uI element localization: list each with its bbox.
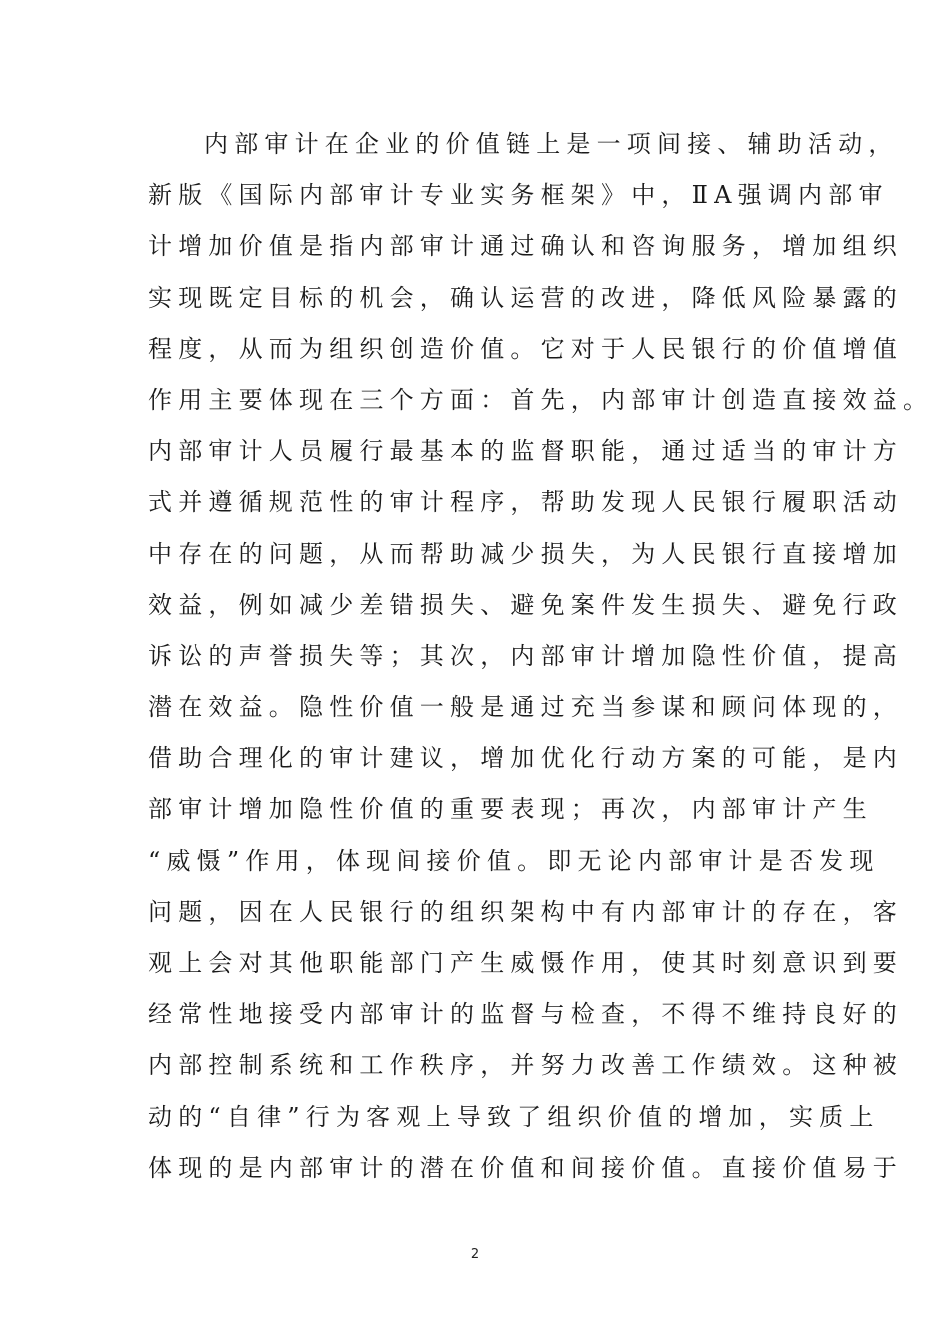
body-paragraph — [148, 119, 934, 1194]
paragraph-line: 计增加价值是指内部审计通过确认和咨询服务，增加组织 — [148, 232, 903, 261]
paragraph-line: 观上会对其他职能部门产生威慑作用，使其时刻意识到要 — [148, 949, 903, 977]
paragraph-line: 经常性地接受内部审计的监督与检查，不得不维持良好的 — [148, 1000, 903, 1029]
paragraph-line: “威慑”作用，体现间接价值。即无论内部审计是否发现 — [148, 846, 880, 875]
page-number: 2 — [470, 1247, 480, 1262]
paragraph-line: 借助合理化的审计建议，增加优化行动方案的可能，是内 — [148, 744, 903, 773]
paragraph-line: 诉讼的声誉损失等；其次，内部审计增加隐性价值，提高 — [148, 641, 903, 670]
paragraph-line: 动的“自律”行为客观上导致了组织价值的增加，实质上 — [148, 1102, 880, 1131]
paragraph-line: 体现的是内部审计的潜在价值和间接价值。直接价值易于 — [148, 1153, 903, 1182]
paragraph-line: 部审计增加隐性价值的重要表现；再次，内部审计产生 — [148, 795, 873, 824]
paragraph-line: 实现既定目标的机会，确认运营的改进，降低风险暴露的 — [148, 283, 903, 312]
paragraph-line: 内部控制系统和工作秩序，并努力改善工作绩效。这种被 — [148, 1051, 903, 1080]
paragraph-line: 程度，从而为组织创造价值。它对于人民银行的价值增值 — [148, 334, 903, 363]
paragraph-line: 中存在的问题，从而帮助减少损失，为人民银行直接增加 — [148, 539, 903, 568]
paragraph-line: 作用主要体现在三个方面：首先，内部审计创造直接效益。 — [148, 385, 934, 414]
paragraph-line: 新版《国际内部审计专业实务框架》中，ⅡA强调内部审 — [148, 181, 889, 210]
paragraph-line: 效益，例如减少差错损失、避免案件发生损失、避免行政 — [148, 590, 903, 619]
paragraph-line: 潜在效益。隐性价值一般是通过充当参谋和顾问体现的， — [148, 693, 903, 722]
paragraph-line: 式并遵循规范性的审计程序，帮助发现人民银行履职活动 — [148, 488, 903, 517]
paragraph-line: 内部审计人员履行最基本的监督职能，通过适当的审计方 — [148, 437, 903, 466]
paragraph-line: 内部审计在企业的价值链上是一项间接、辅助活动， — [204, 130, 899, 158]
paragraph-line: 问题，因在人民银行的组织架构中有内部审计的存在，客 — [148, 897, 903, 926]
